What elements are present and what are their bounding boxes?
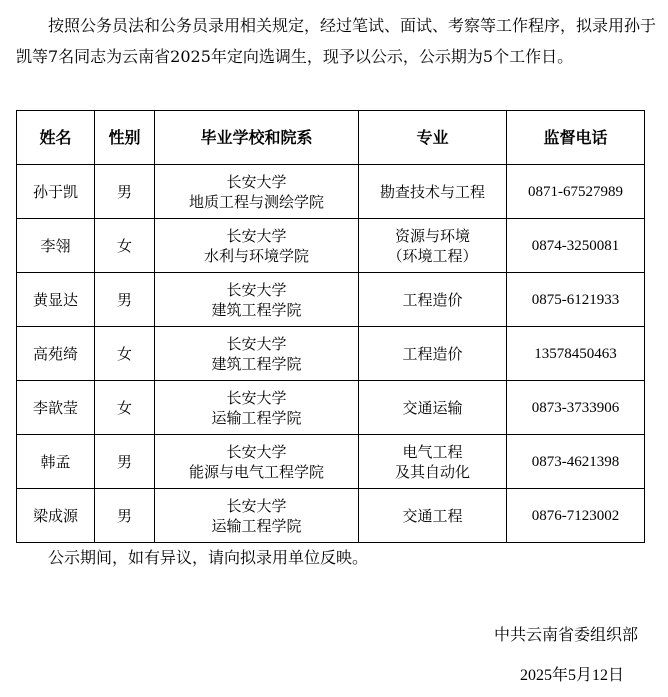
header-school: 毕业学校和院系 (155, 111, 359, 165)
cell-school (155, 381, 359, 435)
table-row (17, 381, 645, 435)
major-line: 及其自动化 (394, 462, 470, 481)
cell-gender: 男 (95, 435, 155, 489)
cell-gender: 女 (95, 381, 155, 435)
cell-school (155, 219, 359, 273)
major-line: 电气工程 (402, 442, 463, 461)
major-line: （环境工程） (387, 246, 478, 265)
school-university: 长安大学 (226, 280, 287, 299)
cell-name: 李翎 (17, 219, 95, 273)
school-department: 水利与环境学院 (203, 246, 309, 265)
major-line: 资源与环境 (394, 226, 470, 245)
cell-major (359, 381, 507, 435)
school-university: 长安大学 (226, 496, 287, 515)
cell-phone: 0871-67527989 (507, 165, 645, 219)
cell-phone: 0874-3250081 (507, 219, 645, 273)
table-row (17, 273, 645, 327)
school-department: 地质工程与测绘学院 (188, 192, 324, 211)
school-university: 长安大学 (226, 226, 287, 245)
cell-major (359, 435, 507, 489)
school-department: 运输工程学院 (211, 408, 302, 427)
cell-gender: 男 (95, 273, 155, 327)
objection-notice: 公示期间，如有异议，请向拟录用单位反映。 (48, 548, 369, 567)
cell-phone: 13578450463 (507, 327, 645, 381)
school-university: 长安大学 (226, 172, 287, 191)
cell-school (155, 273, 359, 327)
school-department: 建筑工程学院 (211, 354, 302, 373)
school-department: 建筑工程学院 (211, 300, 302, 319)
table-row (17, 327, 645, 381)
school-university: 长安大学 (226, 334, 287, 353)
table-header-row (17, 111, 645, 165)
cell-gender: 女 (95, 327, 155, 381)
cell-gender: 男 (95, 165, 155, 219)
school-university: 长安大学 (226, 388, 287, 407)
table-row (17, 165, 645, 219)
cell-major (359, 273, 507, 327)
table-row (17, 435, 645, 489)
school-university: 长安大学 (226, 442, 287, 461)
cell-gender: 女 (95, 219, 155, 273)
cell-phone: 0873-3733906 (507, 381, 645, 435)
cell-gender: 男 (95, 489, 155, 543)
signature-date: 2025年5月12日 (519, 667, 624, 684)
table-row (17, 219, 645, 273)
cell-phone: 0873-4621398 (507, 435, 645, 489)
cell-major (359, 165, 507, 219)
major-line: 勘查技术与工程 (379, 182, 485, 201)
cell-school (155, 435, 359, 489)
major-line: 交通运输 (402, 398, 463, 417)
school-department: 能源与电气工程学院 (188, 462, 324, 481)
intro-paragraph: 按照公务员法和公务员录用相关规定，经过笔试、面试、考察等工作程序，拟录用孙于凯等7名同志为云南省2025年定向选调生，现予以公示，公示期为5个工作日。 (16, 16, 657, 66)
cell-school (155, 327, 359, 381)
signature-organization: 中共云南省委组织部 (493, 625, 638, 644)
table-row (17, 489, 645, 543)
cell-name: 李歆莹 (17, 381, 95, 435)
cell-major (359, 219, 507, 273)
candidate-table (16, 110, 645, 543)
cell-school (155, 489, 359, 543)
major-line: 工程造价 (402, 290, 463, 309)
cell-school (155, 165, 359, 219)
cell-name: 梁成源 (17, 489, 95, 543)
school-department: 运输工程学院 (211, 516, 302, 535)
header-major: 专业 (359, 111, 507, 165)
header-gender: 性别 (95, 111, 155, 165)
cell-name: 孙于凯 (17, 165, 95, 219)
cell-major (359, 327, 507, 381)
cell-name: 高苑绮 (17, 327, 95, 381)
cell-major (359, 489, 507, 543)
cell-name: 韩孟 (17, 435, 95, 489)
header-phone: 监督电话 (507, 111, 645, 165)
cell-name: 黄显达 (17, 273, 95, 327)
header-name: 姓名 (17, 111, 95, 165)
cell-phone: 0875-6121933 (507, 273, 645, 327)
cell-phone: 0876-7123002 (507, 489, 645, 543)
major-line: 工程造价 (402, 344, 463, 363)
major-line: 交通工程 (402, 506, 463, 525)
